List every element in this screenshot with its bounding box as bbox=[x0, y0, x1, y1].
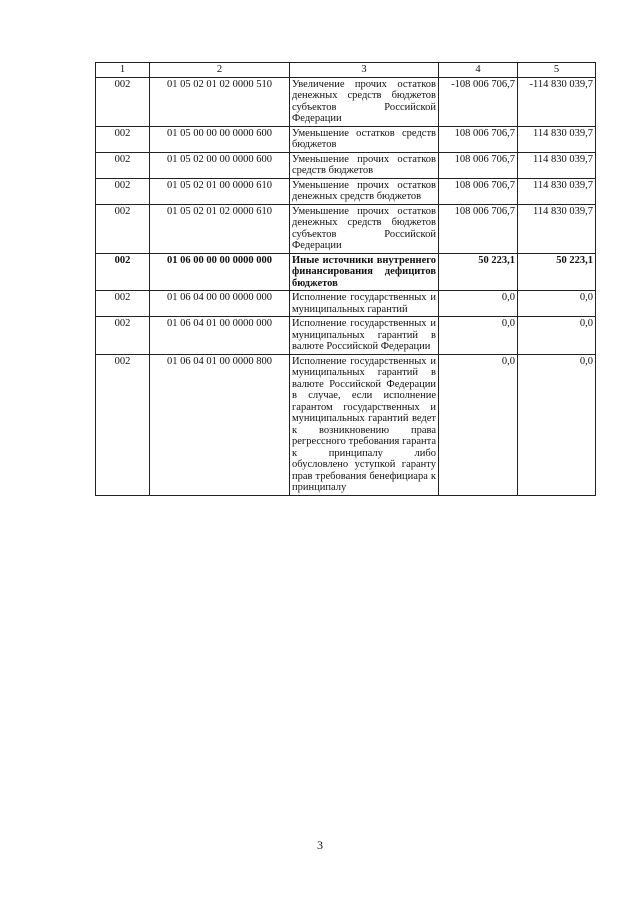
description-cell: Исполнение государственных и муниципальных гарантий в валюте Российской Федерации в случае, если исполнение гарантом государственных и муниципальных гарантий ведет к возникновению права регрессного требования гаранта к принципалу либо обусловлено уступкой гаранту прав требования бенефициара к принципалу bbox=[290, 354, 439, 495]
table-row bbox=[96, 204, 596, 253]
amount-year1-cell: 0,0 bbox=[439, 317, 518, 355]
page-number: 3 bbox=[317, 838, 323, 852]
description-cell: Иные источники внутреннего финансирования дефицитов бюджетов bbox=[290, 253, 439, 291]
amount-year1-cell: 108 006 706,7 bbox=[439, 152, 518, 178]
table-row bbox=[96, 291, 596, 317]
classification-code-cell: 01 05 02 01 02 0000 610 bbox=[150, 204, 290, 253]
classification-code-cell: 01 05 02 01 02 0000 510 bbox=[150, 77, 290, 126]
column-header-1: 1 bbox=[96, 63, 150, 78]
amount-year2-cell: 114 830 039,7 bbox=[518, 204, 596, 253]
description-cell: Уменьшение прочих остатков денежных средств бюджетов субъектов Российской Федерации bbox=[290, 204, 439, 253]
amount-year1-cell: 0,0 bbox=[439, 354, 518, 495]
amount-year1-cell: 108 006 706,7 bbox=[439, 126, 518, 152]
amount-year2-cell: 0,0 bbox=[518, 317, 596, 355]
admin-code-cell: 002 bbox=[96, 354, 150, 495]
amount-year2-cell: 114 830 039,7 bbox=[518, 152, 596, 178]
amount-year2-cell: -114 830 039,7 bbox=[518, 77, 596, 126]
amount-year2-cell: 114 830 039,7 bbox=[518, 126, 596, 152]
amount-year1-cell: 0,0 bbox=[439, 291, 518, 317]
table-row bbox=[96, 152, 596, 178]
amount-year2-cell: 50 223,1 bbox=[518, 253, 596, 291]
description-cell: Исполнение государственных и муниципальных гарантий в валюте Российской Федерации bbox=[290, 317, 439, 355]
admin-code-cell: 002 bbox=[96, 317, 150, 355]
admin-code-cell: 002 bbox=[96, 291, 150, 317]
classification-code-cell: 01 05 02 00 00 0000 600 bbox=[150, 152, 290, 178]
table-row bbox=[96, 354, 596, 495]
admin-code-cell: 002 bbox=[96, 126, 150, 152]
admin-code-cell: 002 bbox=[96, 204, 150, 253]
classification-code-cell: 01 05 00 00 00 0000 600 bbox=[150, 126, 290, 152]
description-cell: Уменьшение остатков средств бюджетов bbox=[290, 126, 439, 152]
classification-code-cell: 01 06 04 01 00 0000 800 bbox=[150, 354, 290, 495]
classification-code-cell: 01 06 00 00 00 0000 000 bbox=[150, 253, 290, 291]
sources-financing-table bbox=[95, 62, 596, 496]
description-cell: Исполнение государственных и муниципальных гарантий bbox=[290, 291, 439, 317]
description-cell: Уменьшение прочих остатков средств бюджетов bbox=[290, 152, 439, 178]
table-row-section-total bbox=[96, 253, 596, 291]
amount-year2-cell: 0,0 bbox=[518, 291, 596, 317]
classification-code-cell: 01 06 04 00 00 0000 000 bbox=[150, 291, 290, 317]
amount-year2-cell: 0,0 bbox=[518, 354, 596, 495]
admin-code-cell: 002 bbox=[96, 253, 150, 291]
column-header-2: 2 bbox=[150, 63, 290, 78]
admin-code-cell: 002 bbox=[96, 178, 150, 204]
table-header-row bbox=[96, 63, 596, 78]
column-header-5: 5 bbox=[518, 63, 596, 78]
amount-year1-cell: 50 223,1 bbox=[439, 253, 518, 291]
table-row bbox=[96, 178, 596, 204]
description-cell: Уменьшение прочих остатков денежных средств бюджетов bbox=[290, 178, 439, 204]
admin-code-cell: 002 bbox=[96, 152, 150, 178]
table-row bbox=[96, 77, 596, 126]
amount-year1-cell: 108 006 706,7 bbox=[439, 204, 518, 253]
admin-code-cell: 002 bbox=[96, 77, 150, 126]
amount-year1-cell: 108 006 706,7 bbox=[439, 178, 518, 204]
classification-code-cell: 01 05 02 01 00 0000 610 bbox=[150, 178, 290, 204]
amount-year2-cell: 114 830 039,7 bbox=[518, 178, 596, 204]
table-row bbox=[96, 317, 596, 355]
table-row bbox=[96, 126, 596, 152]
column-header-3: 3 bbox=[290, 63, 439, 78]
amount-year1-cell: -108 006 706,7 bbox=[439, 77, 518, 126]
description-cell: Увеличение прочих остатков денежных средств бюджетов субъектов Российской Федерации bbox=[290, 77, 439, 126]
column-header-4: 4 bbox=[439, 63, 518, 78]
classification-code-cell: 01 06 04 01 00 0000 000 bbox=[150, 317, 290, 355]
